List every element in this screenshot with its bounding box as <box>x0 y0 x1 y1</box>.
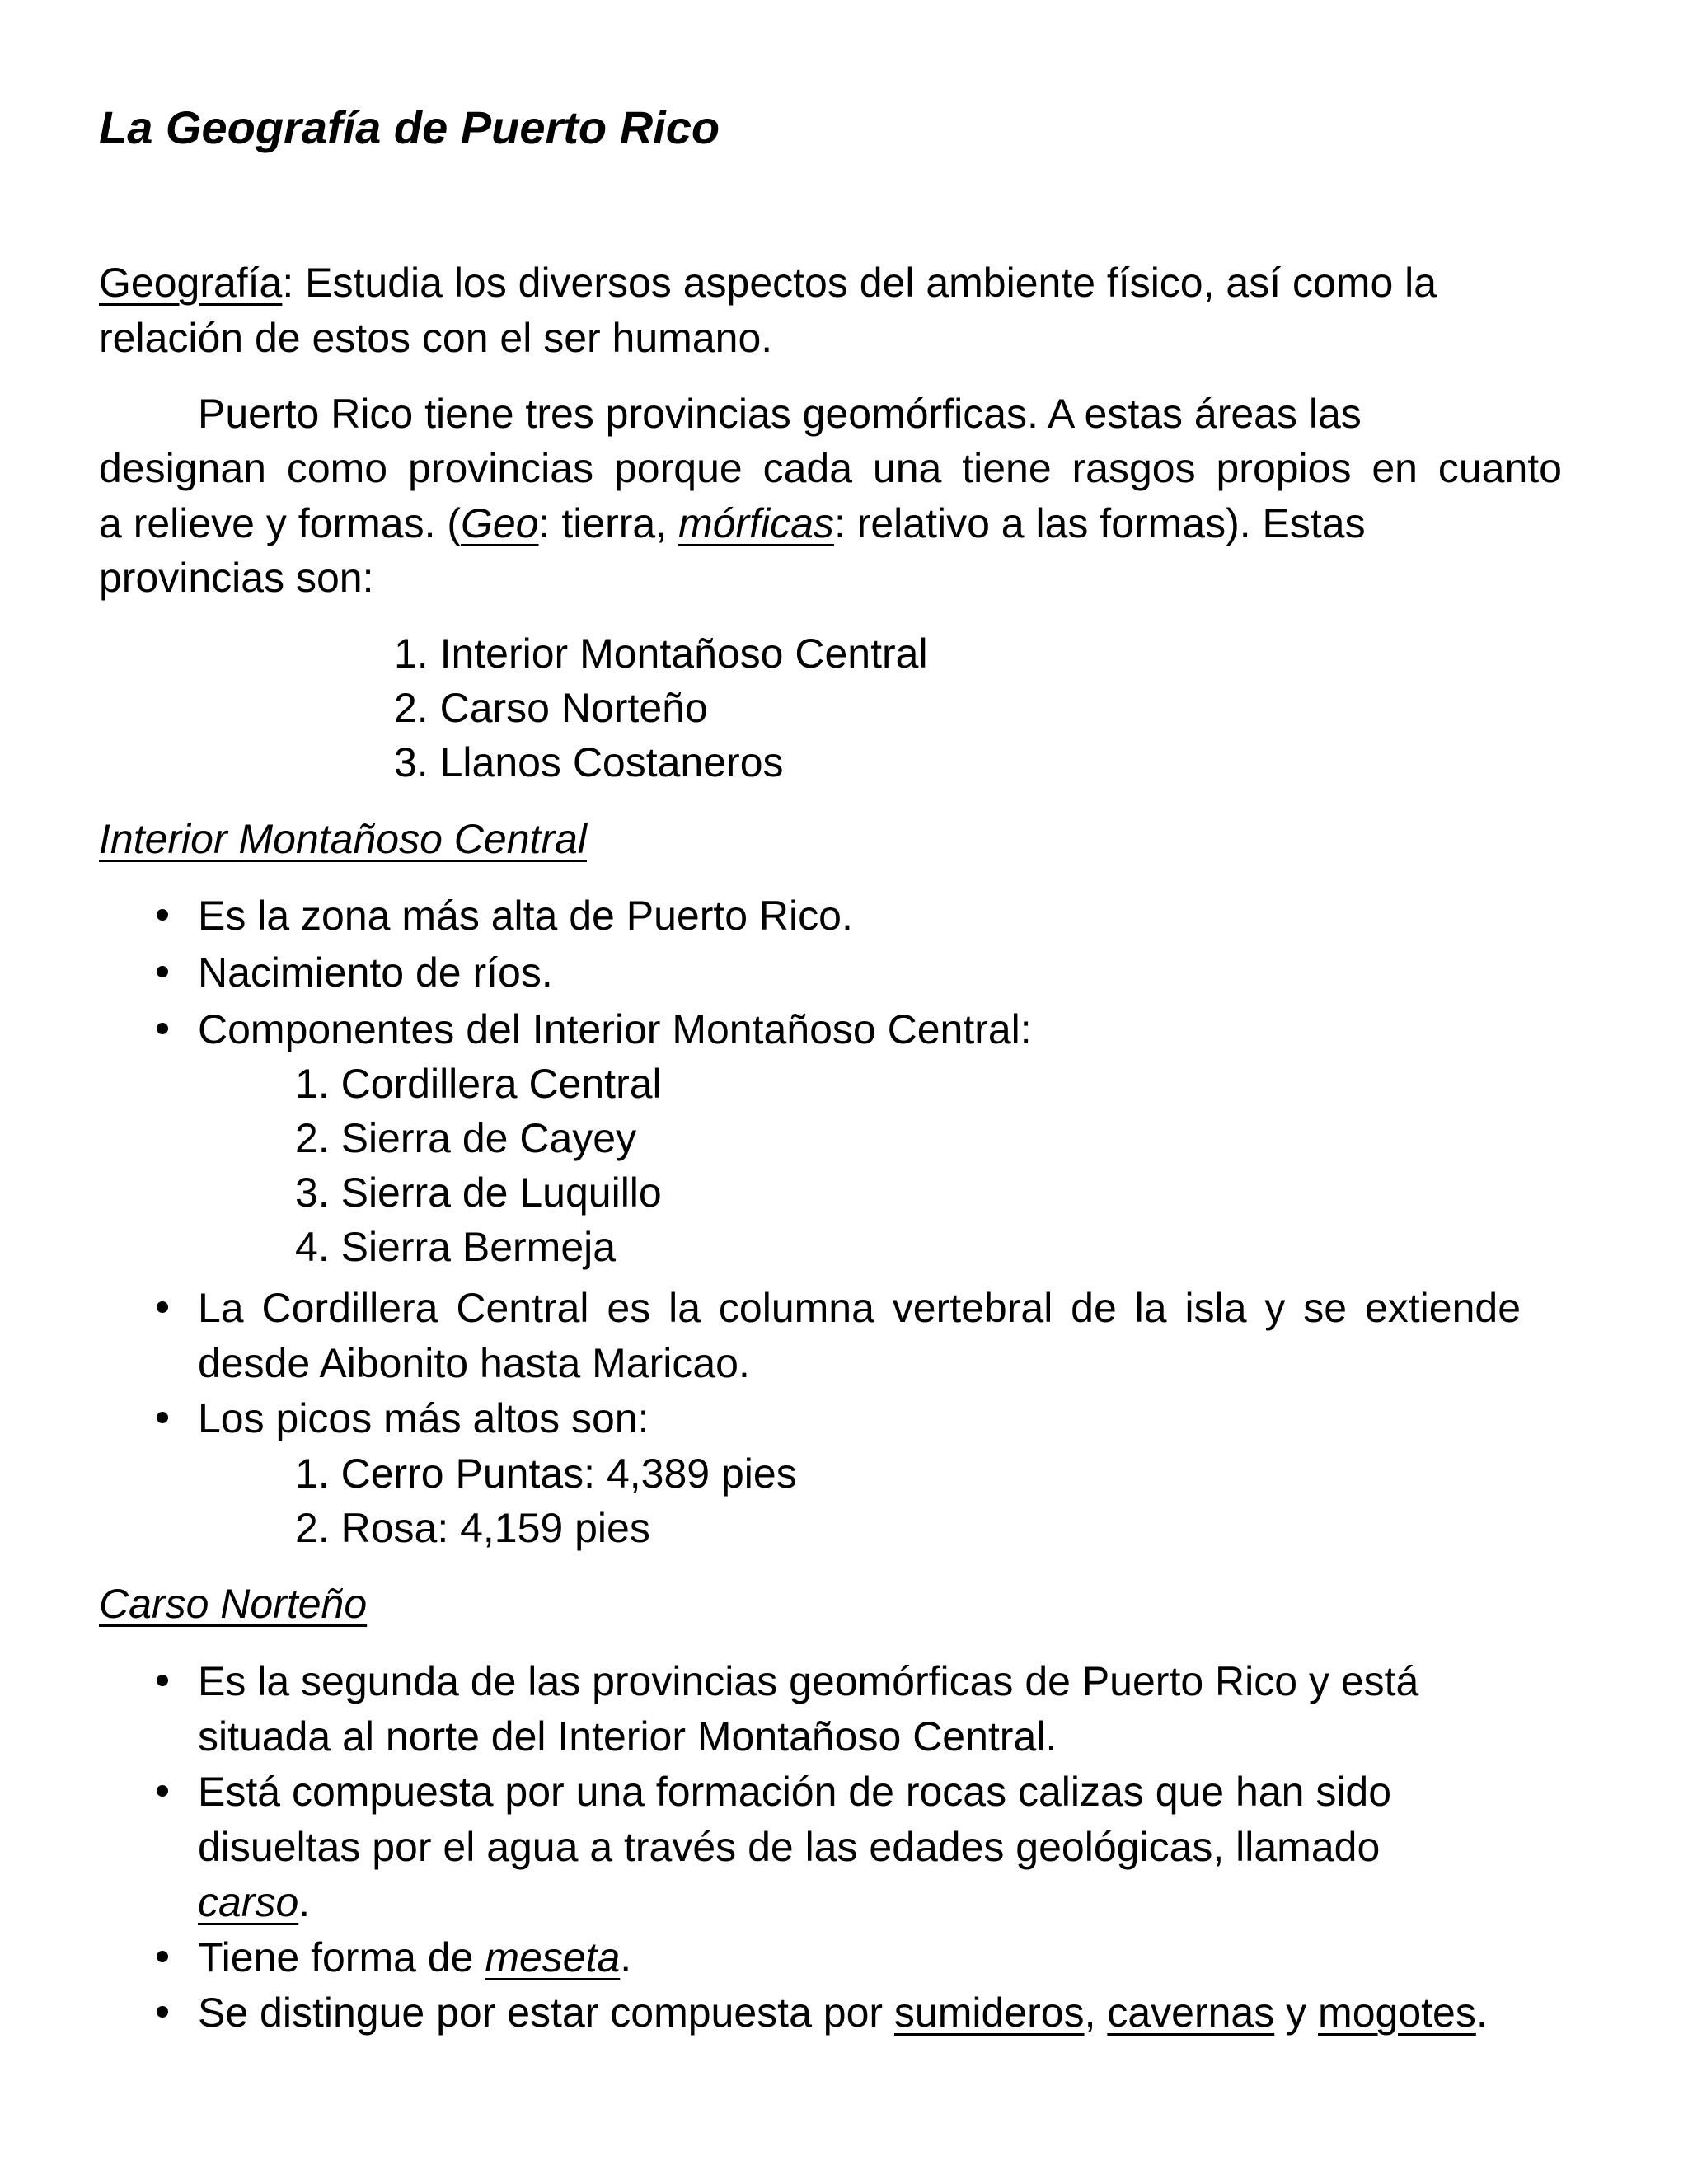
intro-line-4: provincias son: <box>99 555 374 601</box>
bullet-icon <box>157 1785 168 1797</box>
province-item: 3. Llanos Costaneros <box>394 739 784 785</box>
bullet-text: Los picos más altos son: <box>198 1395 649 1441</box>
intro-line-2: designan como provincias porque cada una tiene rasgos propios en cuanto <box>99 445 1562 491</box>
province-item: 2. Carso Norteño <box>394 685 708 731</box>
bullet-text: Tiene forma de meseta. <box>198 1934 632 1980</box>
bullet-icon <box>157 2006 168 2018</box>
bullet-text: Nacimiento de ríos. <box>198 949 553 996</box>
bullet-text: Componentes del Interior Montañoso Central: <box>198 1006 1032 1052</box>
bullet-icon <box>157 1951 168 1962</box>
peak-item: 1. Cerro Puntas: 4,389 pies <box>295 1451 797 1497</box>
intro-line-1: Puerto Rico tiene tres provincias geomórficas. A estas áreas las <box>198 391 1362 437</box>
component-item: 3. Sierra de Luquillo <box>295 1169 662 1216</box>
term-geo: Geo <box>461 500 539 546</box>
bullet-text-line-1: La Cordillera Central es la columna vertebral de la isla y se extiende <box>198 1285 1521 1331</box>
document-title: La Geografía de Puerto Rico <box>99 101 720 153</box>
section-heading-carso: Carso Norteño <box>99 1581 368 1627</box>
term-mogotes: mogotes <box>1318 1990 1476 2036</box>
peak-item: 2. Rosa: 4,159 pies <box>295 1505 650 1551</box>
bullet-text-line-2: disueltas por el agua a través de las edades geológicas, llamado <box>198 1824 1381 1870</box>
definition-line-2: relación de estos con el ser humano. <box>99 315 773 361</box>
section-heading-interior: Interior Montañoso Central <box>99 816 587 862</box>
bullet-text-line-1: Está compuesta por una formación de rocas calizas que han sido <box>198 1769 1392 1815</box>
term-meseta: meseta <box>485 1934 621 1980</box>
bullet-icon <box>157 1412 168 1423</box>
term-geografia: Geografía <box>99 260 283 306</box>
bullet-icon <box>157 966 168 977</box>
term-sumideros: sumideros <box>893 1990 1085 2036</box>
definition-line-1: Geografía: Estudia los diversos aspectos del ambiente físico, así como la <box>99 260 1437 306</box>
bullet-text-line-2: desde Aibonito hasta Maricao. <box>198 1340 750 1386</box>
component-item: 4. Sierra Bermeja <box>295 1224 617 1270</box>
bullet-text-line-1: Es la segunda de las provincias geomórficas de Puerto Rico y está <box>198 1658 1419 1704</box>
bullet-text-line-2: situada al norte del Interior Montañoso Central. <box>198 1713 1057 1760</box>
bullet-text: Se distingue por estar compuesta por sumideros, cavernas y mogotes. <box>198 1990 1488 2036</box>
bullet-text: Es la zona más alta de Puerto Rico. <box>198 893 853 939</box>
term-carso: carso <box>198 1879 299 1925</box>
term-cavernas: cavernas <box>1107 1990 1275 2036</box>
term-morficas: mórficas <box>678 500 834 546</box>
bullet-icon <box>157 1675 168 1686</box>
bullet-text-line-3: carso. <box>198 1879 311 1925</box>
component-item: 1. Cordillera Central <box>295 1061 662 1107</box>
bullet-icon <box>157 1301 168 1313</box>
intro-line-3: a relieve y formas. (Geo: tierra, mórficas: relativo a las formas). Estas <box>99 500 1366 546</box>
province-item: 1. Interior Montañoso Central <box>394 630 928 677</box>
component-item: 2. Sierra de Cayey <box>295 1115 637 1161</box>
bullet-icon <box>157 1023 168 1034</box>
bullet-icon <box>157 909 168 921</box>
